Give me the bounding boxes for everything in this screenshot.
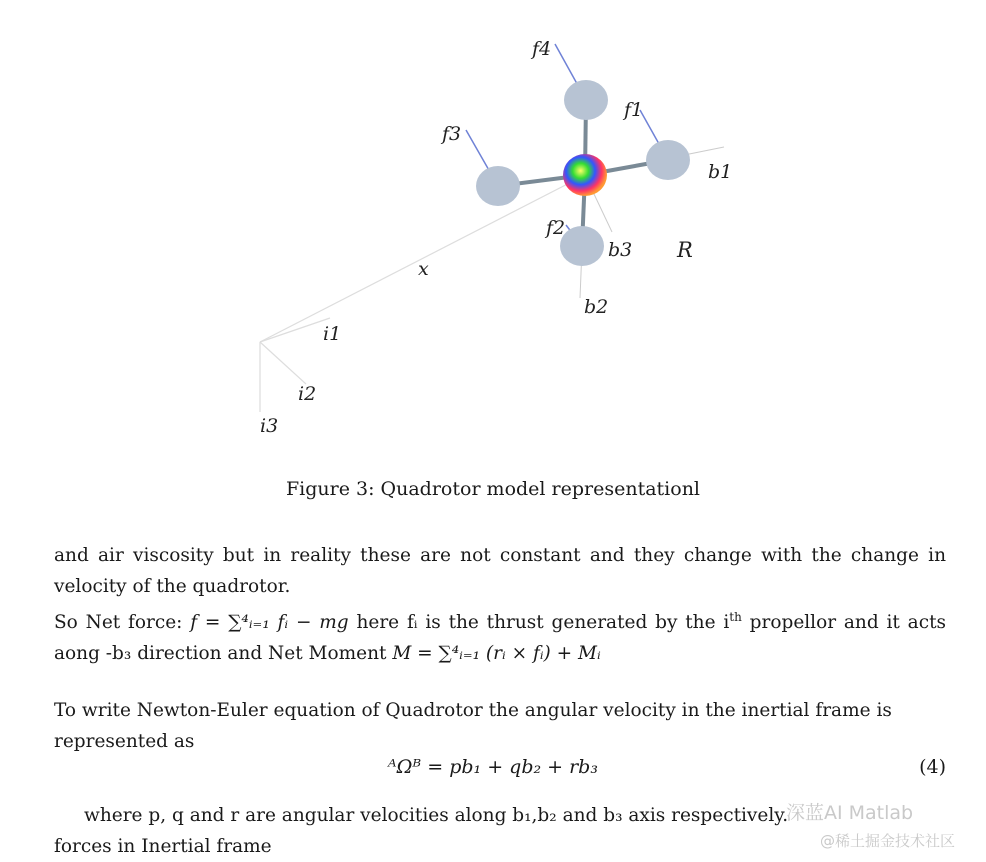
net-force-prefix: So Net force:	[54, 612, 191, 634]
net-force-rest: propellor and it acts aong -b₃ direction and Net Moment	[54, 612, 946, 665]
rotor-3	[476, 166, 520, 206]
net-force-mid: here fᵢ is the thrust generated by the i	[348, 612, 730, 634]
net-moment-equation: M = ∑⁴ᵢ₌₁ (rᵢ × fᵢ) + Mᵢ	[392, 643, 601, 665]
label-f2: f2	[546, 217, 566, 239]
inertial-i2-axis	[260, 342, 306, 384]
net-force-equation: f = ∑⁴ᵢ₌₁ fᵢ − mg	[190, 612, 349, 634]
label-i2: i2	[298, 383, 317, 405]
rotor-2	[560, 226, 604, 266]
paragraph-forces-line1: and air viscosity but in reality these are not constant and they change with the change in velocity of the quadrotor.	[54, 545, 946, 597]
equation-number: (4)	[919, 756, 946, 778]
inertial-i1-axis	[260, 318, 330, 342]
rotor-4	[564, 80, 608, 120]
center-hub	[563, 154, 607, 196]
rotor-1	[646, 140, 690, 180]
label-R: R	[677, 238, 693, 262]
label-b2: b2	[584, 296, 609, 318]
watermark-line2: @稀土掘金技术社区	[820, 832, 956, 850]
label-i1: i1	[323, 323, 342, 345]
label-i3: i3	[260, 415, 279, 437]
angular-velocities-line1: where p, q and r are angular velocities along b₁,b₂ and b₃ axis respectively.	[84, 805, 789, 826]
paragraph-forces	[54, 540, 946, 669]
watermark-line1: 深蓝AI Matlab	[786, 802, 914, 824]
label-b1: b1	[708, 161, 733, 183]
label-f1: f1	[624, 99, 644, 121]
figure-caption: Figure 3: Quadrotor model representationl	[285, 478, 701, 500]
label-x: x	[418, 258, 429, 280]
label-f3: f3	[442, 123, 462, 145]
angular-velocity-equation: ᴬΩᴮ = pb₁ + qb₂ + rb₃	[388, 756, 598, 778]
label-f4: f4	[532, 38, 552, 60]
ith-superscript: th	[729, 610, 742, 624]
label-b3: b3	[608, 239, 633, 261]
angular-velocities-line2: forces in Inertial frame	[54, 836, 272, 857]
paragraph-newton-euler: To write Newton-Euler equation of Quadrotor the angular velocity in the inertial frame is represented as	[54, 700, 892, 752]
